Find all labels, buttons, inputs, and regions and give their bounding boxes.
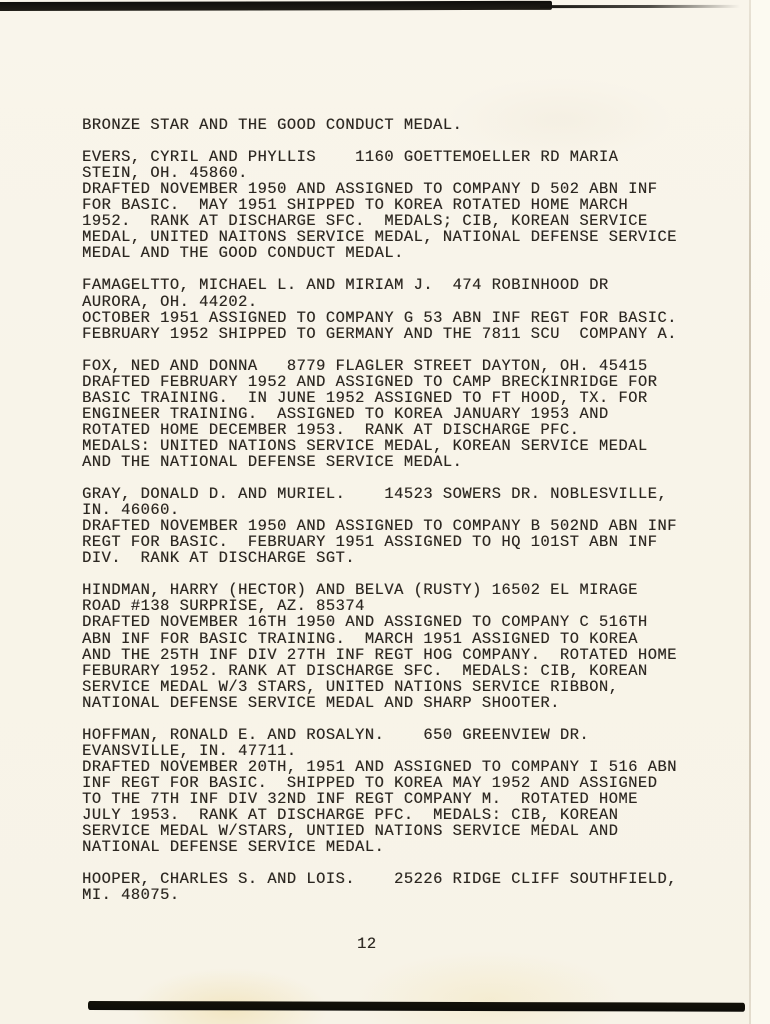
- scan-edge-bar-bottom: [88, 1001, 745, 1012]
- text-line: DRAFTED NOVEMBER 1950 AND ASSIGNED TO COMPANY B 502ND ABN INF: [82, 517, 677, 536]
- text-line: HOFFMAN, RONALD E. AND ROSALYN. 650 GREENVIEW DR.: [82, 725, 590, 744]
- text-line: ENGINEER TRAINING. ASSIGNED TO KOREA JANUARY 1953 AND: [82, 404, 609, 423]
- text-line: ROTATED HOME DECEMBER 1953. RANK AT DISCHARGE PFC.: [82, 420, 580, 439]
- text-line: MEDAL, UNITED NAITONS SERVICE MEDAL, NATIONAL DEFENSE SERVICE: [82, 228, 677, 247]
- typed-text-block: [82, 117, 722, 903]
- scan-edge-bar-top: [0, 1, 552, 11]
- text-line: MEDALS: UNITED NATIONS SERVICE MEDAL, KOREAN SERVICE MEDAL: [82, 436, 648, 455]
- text-line: EVERS, CYRIL AND PHYLLIS 1160 GOETTEMOELLER RD MARIA: [82, 148, 619, 167]
- blank-line: [82, 566, 722, 582]
- text-line: NATIONAL DEFENSE SERVICE MEDAL.: [82, 838, 385, 857]
- page-edge-crease: [749, 0, 751, 1024]
- text-line: AND THE 25TH INF DIV 27TH INF REGT HOG COMPANY. ROTATED HOME: [82, 645, 677, 664]
- page-edge-strip: [751, 0, 770, 1024]
- text-line: DIV. RANK AT DISCHARGE SGT.: [82, 549, 356, 568]
- text-line: FOR BASIC. MAY 1951 SHIPPED TO KOREA ROTATED HOME MARCH: [82, 196, 629, 215]
- text-line: MEDAL AND THE GOOD CONDUCT MEDAL.: [82, 244, 404, 263]
- text-line: DRAFTED FEBRUARY 1952 AND ASSIGNED TO CAMP BRECKINRIDGE FOR: [82, 372, 658, 391]
- text-line: DRAFTED NOVEMBER 20TH, 1951 AND ASSIGNED TO COMPANY I 516 ABN: [82, 757, 677, 776]
- text-line: GRAY, DONALD D. AND MURIEL. 14523 SOWERS DR. NOBLESVILLE,: [82, 485, 668, 504]
- blank-line: [82, 470, 722, 486]
- text-line: EVANSVILLE, IN. 47711.: [82, 741, 297, 760]
- text-line: AND THE NATIONAL DEFENSE SERVICE MEDAL.: [82, 452, 463, 471]
- text-line: DRAFTED NOVEMBER 16TH 1950 AND ASSIGNED TO COMPANY C 516TH: [82, 613, 648, 632]
- text-line: BASIC TRAINING. IN JUNE 1952 ASSIGNED TO FT HOOD, TX. FOR: [82, 388, 648, 407]
- text-line: JULY 1953. RANK AT DISCHARGE PFC. MEDALS: CIB, KOREAN: [82, 806, 619, 825]
- text-line: OCTOBER 1951 ASSIGNED TO COMPANY G 53 ABN INF REGT FOR BASIC.: [82, 308, 677, 327]
- blank-line: [82, 133, 722, 149]
- text-line: HINDMAN, HARRY (HECTOR) AND BELVA (RUSTY) 16502 EL MIRAGE: [82, 581, 638, 600]
- text-line: ABN INF FOR BASIC TRAINING. MARCH 1951 ASSIGNED TO KOREA: [82, 629, 638, 648]
- text-line: HOOPER, CHARLES S. AND LOIS. 25226 RIDGE CLIFF SOUTHFIELD,: [82, 870, 677, 889]
- text-line: SERVICE MEDAL W/3 STARS, UNITED NATIONS SERVICE RIBBON,: [82, 677, 619, 696]
- blank-line: [82, 711, 722, 727]
- text-line: 1952. RANK AT DISCHARGE SFC. MEDALS; CIB, KOREAN SERVICE: [82, 212, 648, 231]
- text-line: STEIN, OH. 45860.: [82, 164, 248, 183]
- text-line: ROAD #138 SURPRISE, AZ. 85374: [82, 597, 365, 616]
- text-line: FOX, NED AND DONNA 8779 FLAGLER STREET DAYTON, OH. 45415: [82, 356, 648, 375]
- text-line: DRAFTED NOVEMBER 1950 AND ASSIGNED TO COMPANY D 502 ABN INF: [82, 180, 658, 199]
- scan-edge-line-top-right: [540, 5, 740, 8]
- blank-line: [82, 261, 722, 277]
- text-line: FAMAGELTTO, MICHAEL L. AND MIRIAM J. 474 ROBINHOOD DR: [82, 276, 609, 295]
- text-line: IN. 46060.: [82, 501, 180, 520]
- text-line: MI. 48075.: [82, 886, 180, 905]
- text-line: NATIONAL DEFENSE SERVICE MEDAL AND SHARP SHOOTER.: [82, 693, 560, 712]
- blank-line: [82, 342, 722, 358]
- text-line: BRONZE STAR AND THE GOOD CONDUCT MEDAL.: [82, 116, 463, 134]
- text-line: SERVICE MEDAL W/STARS, UNTIED NATIONS SERVICE MEDAL AND: [82, 822, 619, 841]
- text-line: INF REGT FOR BASIC. SHIPPED TO KOREA MAY 1952 AND ASSIGNED: [82, 773, 658, 792]
- text-line: REGT FOR BASIC. FEBRUARY 1951 ASSIGNED TO HQ 101ST ABN INF: [82, 533, 658, 552]
- text-line: AURORA, OH. 44202.: [82, 292, 258, 311]
- text-line: FEBURARY 1952. RANK AT DISCHARGE SFC. MEDALS: CIB, KOREAN: [82, 661, 648, 680]
- blank-line: [82, 855, 722, 871]
- text-line: FEBRUARY 1952 SHIPPED TO GERMANY AND THE 7811 SCU COMPANY A.: [82, 324, 677, 343]
- text-line: TO THE 7TH INF DIV 32ND INF REGT COMPANY M. ROTATED HOME: [82, 789, 638, 808]
- page-number: 12: [357, 935, 377, 953]
